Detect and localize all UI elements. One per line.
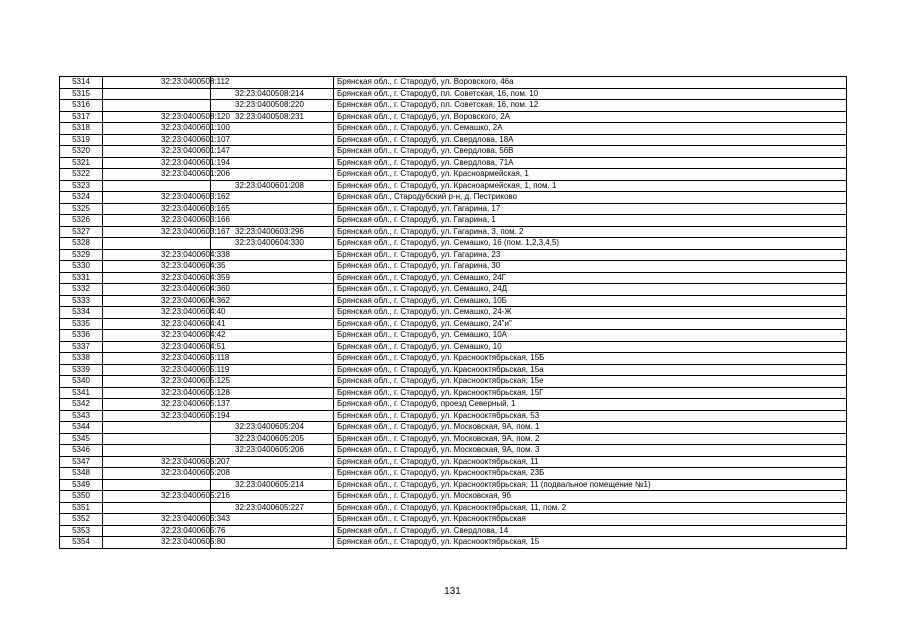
premises-cadastral-number-cell: 32:23:0400604:330 <box>211 238 334 250</box>
cadastral-number-cell <box>103 238 211 250</box>
table-row <box>60 111 847 123</box>
cadastral-number-cell: 32:23:0400605:119 <box>103 364 211 376</box>
row-number-cell: 5324 <box>60 192 103 204</box>
row-number-cell: 5328 <box>60 238 103 250</box>
cadastral-number-cell: 32:23:0400604:359 <box>103 272 211 284</box>
table-row <box>60 123 847 135</box>
premises-cadastral-number-cell: 32:23:0400601:208 <box>211 180 334 192</box>
table-row <box>60 249 847 261</box>
cadastral-number-cell: 32:23:0400601:206 <box>103 169 211 181</box>
row-number-cell: 5337 <box>60 341 103 353</box>
cadastral-number-cell: 32:23:0400601:147 <box>103 146 211 158</box>
cadastral-number-cell: 32:23:0400605:207 <box>103 456 211 468</box>
address-cell: Брянская обл., г. Стародуб, ул. Краснооктябрьская, 15Б <box>334 353 847 365</box>
row-number-cell: 5316 <box>60 100 103 112</box>
page-number: 131 <box>444 586 461 597</box>
cadastral-number-cell: 32:23:0400605:194 <box>103 410 211 422</box>
premises-cadastral-number-cell: 32:23:0400605:204 <box>211 422 334 434</box>
cadastral-number-cell <box>103 479 211 491</box>
table-row <box>60 341 847 353</box>
table-row <box>60 88 847 100</box>
row-number-cell: 5334 <box>60 307 103 319</box>
row-number-cell: 5320 <box>60 146 103 158</box>
cadastral-number-cell: 32:23:0400605:125 <box>103 376 211 388</box>
cadastral-number-cell: 32:23:0400605:343 <box>103 514 211 526</box>
cadastral-number-cell: 32:23:0400603:167 <box>103 226 211 238</box>
table-row <box>60 226 847 238</box>
cadastral-number-cell: 32:23:0400604:362 <box>103 295 211 307</box>
address-cell: Брянская обл., г. Стародуб, ул. Воровского, 46а <box>334 77 847 89</box>
row-number-cell: 5335 <box>60 318 103 330</box>
table-row <box>60 146 847 158</box>
address-cell: Брянская обл., г. Стародуб, ул. Семашко, 2А <box>334 123 847 135</box>
table-row <box>60 192 847 204</box>
row-number-cell: 5352 <box>60 514 103 526</box>
premises-cadastral-number-cell <box>211 318 334 330</box>
premises-cadastral-number-cell: 32:23:0400605:214 <box>211 479 334 491</box>
address-cell: Брянская обл., г. Стародуб, ул. Гагарина, 1 <box>334 215 847 227</box>
table-row <box>60 422 847 434</box>
address-cell: Брянская обл., г. Стародуб, ул. Красноармейская, 1 <box>334 169 847 181</box>
cadastral-number-cell <box>103 433 211 445</box>
row-number-cell: 5344 <box>60 422 103 434</box>
table-row <box>60 514 847 526</box>
row-number-cell: 5338 <box>60 353 103 365</box>
address-cell: Брянская обл., г. Стародуб, пл. Советская, 16, пом. 12 <box>334 100 847 112</box>
table-row <box>60 180 847 192</box>
table-row <box>60 537 847 549</box>
row-number-cell: 5346 <box>60 445 103 457</box>
address-cell: Брянская обл., г. Стародуб, ул. Краснооктябрьская, 15а <box>334 364 847 376</box>
table-row <box>60 468 847 480</box>
address-cell: Брянская обл., г. Стародуб, ул. Московская, 9А, пом. 2 <box>334 433 847 445</box>
table-row <box>60 376 847 388</box>
row-number-cell: 5339 <box>60 364 103 376</box>
address-cell: Брянская обл., г. Стародуб, ул. Краснооктябрьская, 11 <box>334 456 847 468</box>
row-number-cell: 5314 <box>60 77 103 89</box>
address-cell: Брянская обл., г. Стародуб, ул. Свердлова, 71А <box>334 157 847 169</box>
address-cell: Брянская обл., г. Стародуб, ул. Свердлова, 14 <box>334 525 847 537</box>
row-number-cell: 5351 <box>60 502 103 514</box>
cadastral-number-cell: 32:23:0400603:166 <box>103 215 211 227</box>
row-number-cell: 5318 <box>60 123 103 135</box>
table-row <box>60 100 847 112</box>
cadastral-number-cell <box>103 422 211 434</box>
cadastral-number-cell: 32:23:0400605:137 <box>103 399 211 411</box>
cadastral-number-cell <box>103 502 211 514</box>
row-number-cell: 5353 <box>60 525 103 537</box>
address-cell: Брянская обл., г. Стародуб, ул. Гагарина, 17 <box>334 203 847 215</box>
table-row <box>60 77 847 89</box>
row-number-cell: 5347 <box>60 456 103 468</box>
row-number-cell: 5315 <box>60 88 103 100</box>
table-row <box>60 399 847 411</box>
table-row <box>60 307 847 319</box>
address-cell: Брянская обл., Стародубский р-н, д. Пестриково <box>334 192 847 204</box>
property-table-body <box>60 77 847 549</box>
address-cell: Брянская обл., г. Стародуб, ул. Семашко, 24"и" <box>334 318 847 330</box>
row-number-cell: 5342 <box>60 399 103 411</box>
cadastral-number-cell: 32:23:0400605:208 <box>103 468 211 480</box>
table-row <box>60 215 847 227</box>
premises-cadastral-number-cell: 32:23:0400605:227 <box>211 502 334 514</box>
row-number-cell: 5332 <box>60 284 103 296</box>
premises-cadastral-number-cell: 32:23:0400508:214 <box>211 88 334 100</box>
table-row <box>60 330 847 342</box>
table-row <box>60 203 847 215</box>
table-row <box>60 456 847 468</box>
address-cell: Брянская обл., г. Стародуб, ул. Гагарина, 3, пом. 2 <box>334 226 847 238</box>
address-cell: Брянская обл., г. Стародуб, ул. Свердлова, 56В <box>334 146 847 158</box>
row-number-cell: 5341 <box>60 387 103 399</box>
address-cell: Брянская обл., г. Стародуб, ул. Семашко, 10 <box>334 341 847 353</box>
address-cell: Брянская обл., г. Стародуб, ул. Гагарина, 23 <box>334 249 847 261</box>
cadastral-number-cell: 32:23:0400605:216 <box>103 491 211 503</box>
table-row <box>60 295 847 307</box>
cadastral-number-cell: 32:23:0400604:42 <box>103 330 211 342</box>
row-number-cell: 5329 <box>60 249 103 261</box>
premises-cadastral-number-cell <box>211 330 334 342</box>
premises-cadastral-number-cell <box>211 341 334 353</box>
cadastral-number-cell: 32:23:0400601:100 <box>103 123 211 135</box>
cadastral-number-cell: 32:23:0400604:40 <box>103 307 211 319</box>
address-cell: Брянская обл., г. Стародуб, ул. Краснооктябрьская, 15Г <box>334 387 847 399</box>
address-cell: Брянская обл., г. Стародуб, ул. Краснооктябрьская, 23Б <box>334 468 847 480</box>
row-number-cell: 5340 <box>60 376 103 388</box>
row-number-cell: 5317 <box>60 111 103 123</box>
table-row <box>60 238 847 250</box>
row-number-cell: 5336 <box>60 330 103 342</box>
table-row <box>60 353 847 365</box>
address-cell: Брянская обл., г. Стародуб, ул. Краснооктябрьская, 53 <box>334 410 847 422</box>
address-cell: Брянская обл., г. Стародуб, ул. Семашко, 24Д <box>334 284 847 296</box>
row-number-cell: 5345 <box>60 433 103 445</box>
table-row <box>60 502 847 514</box>
premises-cadastral-number-cell <box>211 537 334 549</box>
address-cell: Брянская обл., г. Стародуб, ул. Семашко, 16 (пом. 1,2,3,4,5) <box>334 238 847 250</box>
address-cell: Брянская обл., г. Стародуб, пл. Советская, 16, пом. 10 <box>334 88 847 100</box>
table-row <box>60 479 847 491</box>
cadastral-number-cell: 32:23:0400604:338 <box>103 249 211 261</box>
address-cell: Брянская обл., г. Стародуб, ул. Воровского, 2А <box>334 111 847 123</box>
row-number-cell: 5319 <box>60 134 103 146</box>
cadastral-number-cell: 32:23:0400604:360 <box>103 284 211 296</box>
address-cell: Брянская обл., г. Стародуб, ул. Семашко, 10Б <box>334 295 847 307</box>
cadastral-number-cell: 32:23:0400604:41 <box>103 318 211 330</box>
premises-cadastral-number-cell: 32:23:0400605:205 <box>211 433 334 445</box>
premises-cadastral-number-cell: 32:23:0400605:206 <box>211 445 334 457</box>
table-row <box>60 491 847 503</box>
table-row <box>60 157 847 169</box>
row-number-cell: 5330 <box>60 261 103 273</box>
table-row <box>60 169 847 181</box>
address-cell: Брянская обл., г. Стародуб, ул. Красноармейская, 1, пом. 1 <box>334 180 847 192</box>
address-cell: Брянская обл., г. Стародуб, ул. Московская, 9А, пом. 3 <box>334 445 847 457</box>
address-cell: Брянская обл., г. Стародуб, ул. Свердлова, 18А <box>334 134 847 146</box>
address-cell: Брянская обл., г. Стародуб, ул. Семашко, 10А <box>334 330 847 342</box>
cadastral-number-cell: 32:23:0400603:165 <box>103 203 211 215</box>
cadastral-number-cell: 32:23:0400605:118 <box>103 353 211 365</box>
table-row <box>60 134 847 146</box>
cadastral-number-cell: 32:23:0400601:194 <box>103 157 211 169</box>
table-row <box>60 261 847 273</box>
premises-cadastral-number-cell <box>211 261 334 273</box>
cadastral-number-cell: 32:23:0400508:120 <box>103 111 211 123</box>
table-row <box>60 364 847 376</box>
address-cell: Брянская обл., г. Стародуб, проезд Северный, 1 <box>334 399 847 411</box>
cadastral-number-cell: 32:23:0400508:112 <box>103 77 211 89</box>
table-row <box>60 284 847 296</box>
cadastral-number-cell <box>103 100 211 112</box>
row-number-cell: 5348 <box>60 468 103 480</box>
cadastral-number-cell: 32:23:0400604:51 <box>103 341 211 353</box>
address-cell: Брянская обл., г. Стародуб, ул. Краснооктябрьская, 15е <box>334 376 847 388</box>
premises-cadastral-number-cell <box>211 525 334 537</box>
row-number-cell: 5343 <box>60 410 103 422</box>
address-cell: Брянская обл., г. Стародуб, ул. Семашко, 24-Ж <box>334 307 847 319</box>
property-table <box>59 76 847 549</box>
row-number-cell: 5326 <box>60 215 103 227</box>
address-cell: Брянская обл., г. Стародуб, ул. Краснооктябрьская <box>334 514 847 526</box>
table-row <box>60 525 847 537</box>
row-number-cell: 5325 <box>60 203 103 215</box>
address-cell: Брянская обл., г. Стародуб, ул. Семашко, 24Г <box>334 272 847 284</box>
address-cell: Брянская обл., г. Стародуб, ул. Краснооктябрьская, 11 (подвальное помещение №1) <box>334 479 847 491</box>
cadastral-number-cell: 32:23:0400601:107 <box>103 134 211 146</box>
cadastral-number-cell <box>103 180 211 192</box>
row-number-cell: 5321 <box>60 157 103 169</box>
row-number-cell: 5350 <box>60 491 103 503</box>
address-cell: Брянская обл., г. Стародуб, ул. Московская, 9б <box>334 491 847 503</box>
row-number-cell: 5323 <box>60 180 103 192</box>
row-number-cell: 5333 <box>60 295 103 307</box>
address-cell: Брянская обл., г. Стародуб, ул. Московская, 9А, пом. 1 <box>334 422 847 434</box>
row-number-cell: 5349 <box>60 479 103 491</box>
address-cell: Брянская обл., г. Стародуб, ул. Гагарина, 30 <box>334 261 847 273</box>
table-row <box>60 433 847 445</box>
table-row <box>60 387 847 399</box>
cadastral-number-cell: 32:23:0400605:76 <box>103 525 211 537</box>
cadastral-number-cell <box>103 445 211 457</box>
cadastral-number-cell: 32:23:0400603:162 <box>103 192 211 204</box>
premises-cadastral-number-cell: 32:23:0400508:220 <box>211 100 334 112</box>
cadastral-number-cell: 32:23:0400605:128 <box>103 387 211 399</box>
premises-cadastral-number-cell <box>211 307 334 319</box>
row-number-cell: 5322 <box>60 169 103 181</box>
table-row <box>60 272 847 284</box>
table-row <box>60 318 847 330</box>
address-cell: Брянская обл., г. Стародуб, ул. Краснооктябрьская, 11, пом. 2 <box>334 502 847 514</box>
row-number-cell: 5354 <box>60 537 103 549</box>
address-cell: Брянская обл., г. Стародуб, ул. Краснооктябрьская, 15 <box>334 537 847 549</box>
table-row <box>60 410 847 422</box>
premises-cadastral-number-cell: 32:23:0400603:296 <box>211 226 334 238</box>
row-number-cell: 5327 <box>60 226 103 238</box>
table-row <box>60 445 847 457</box>
cadastral-number-cell <box>103 88 211 100</box>
row-number-cell: 5331 <box>60 272 103 284</box>
cadastral-number-cell: 32:23:0400605:80 <box>103 537 211 549</box>
premises-cadastral-number-cell: 32:23:0400508:231 <box>211 111 334 123</box>
cadastral-number-cell: 32:23:0400604:35 <box>103 261 211 273</box>
